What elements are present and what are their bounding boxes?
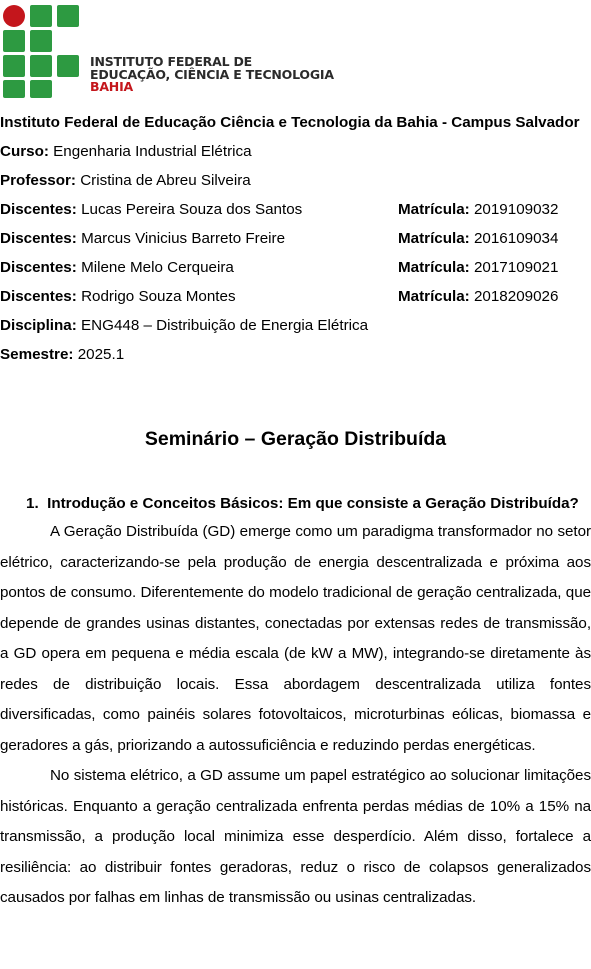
student-name: Rodrigo Souza Montes [81, 288, 236, 305]
professor-line [0, 166, 591, 195]
logo-red-circle [3, 5, 25, 27]
institution-name: Instituto Federal de Educação Ciência e Tecnologia da Bahia - Campus Salvador [0, 114, 580, 131]
student-enrollment [398, 224, 558, 253]
paragraph: A Geração Distribuída (GD) emerge como um paradigma transformador no setor elétrico, caracterizando-se pela produção de energia descentralizada e próxima aos pontos de consumo. Diferentemente do modelo tradicional de geração centralizada, que depende de grandes usinas distantes, conectadas por extensas redes de transmissão, a GD opera em pequena e média escala (de kW a MW), integrando-se diretamente às redes de distribuição locais. Essa abordagem descentralizada utiliza fontes diversificadas, como painéis solares fotovoltaicos, microturbinas eólicas, biomassa e geradores a gás, priorizando a autossuficiência e reduzindo perdas energéticas. [0, 523, 591, 754]
semester-value: 2025.1 [77, 346, 125, 363]
student-row [0, 282, 591, 311]
enrollment-label: Matrícula: [398, 230, 470, 247]
student-name: Milene Melo Cerqueira [81, 259, 234, 276]
ifba-logo-mark-icon [2, 4, 92, 99]
student-enrollment [398, 253, 558, 282]
paragraph: No sistema elétrico, a GD assume um papel estratégico ao solucionar limitações históricas. Enquanto a geração centralizada enfrenta perdas médias de 10% a 15% na transmissão, a produção local minimiza esse desperdício. Além disso, fortalece a resiliência: ao distribuir fontes geradoras, reduz o risco de colapsos generalizados causados por falhas em linhas de transmissão ou usinas centralizadas. [0, 767, 591, 906]
student-enrollment [398, 195, 558, 224]
course-line [0, 137, 591, 166]
section-introduction [0, 491, 591, 914]
discipline-line [0, 311, 591, 340]
section-heading-text: Introdução e Conceitos Básicos: Em que consiste a Geração Distribuída? [47, 495, 579, 512]
students-label: Discentes: [0, 201, 77, 218]
students-label: Discentes: [0, 259, 77, 276]
institution-logo [2, 4, 334, 99]
course-value: Engenharia Industrial Elétrica [53, 143, 252, 160]
course-label: Curso: [0, 143, 49, 160]
students-label: Discentes: [0, 230, 77, 247]
enrollment-number: 2017109021 [473, 259, 559, 276]
document-header [0, 108, 591, 369]
semester-line [0, 340, 591, 369]
section-heading [0, 491, 591, 517]
logo-line-3: BAHIA [90, 79, 133, 94]
document-title: Seminário – Geração Distribuída [144, 428, 447, 450]
logo-line-2: EDUCAÇÃO, CIÊNCIA E TECNOLOGIA [90, 66, 334, 82]
students-label: Discentes: [0, 288, 77, 305]
logo-text [90, 56, 334, 94]
enrollment-number: 2019109032 [473, 201, 559, 218]
logo-line-1: INSTITUTO FEDERAL DE [90, 54, 252, 69]
discipline-value: ENG448 – Distribuição de Energia Elétrica [81, 317, 369, 334]
student-name: Marcus Vinicius Barreto Freire [81, 230, 286, 247]
enrollment-number: 2016109034 [473, 230, 559, 247]
enrollment-number: 2018209026 [473, 288, 559, 305]
semester-label: Semestre: [0, 346, 74, 363]
professor-label: Professor: [0, 172, 76, 189]
enrollment-label: Matrícula: [398, 259, 470, 276]
discipline-label: Disciplina: [0, 317, 77, 334]
student-name: Lucas Pereira Souza dos Santos [81, 201, 303, 218]
student-row [0, 253, 591, 282]
enrollment-label: Matrícula: [398, 201, 470, 218]
student-enrollment [398, 282, 558, 311]
section-number: 1. [26, 495, 39, 512]
student-row [0, 195, 591, 224]
enrollment-label: Matrícula: [398, 288, 470, 305]
professor-value: Cristina de Abreu Silveira [80, 172, 251, 189]
student-row [0, 224, 591, 253]
